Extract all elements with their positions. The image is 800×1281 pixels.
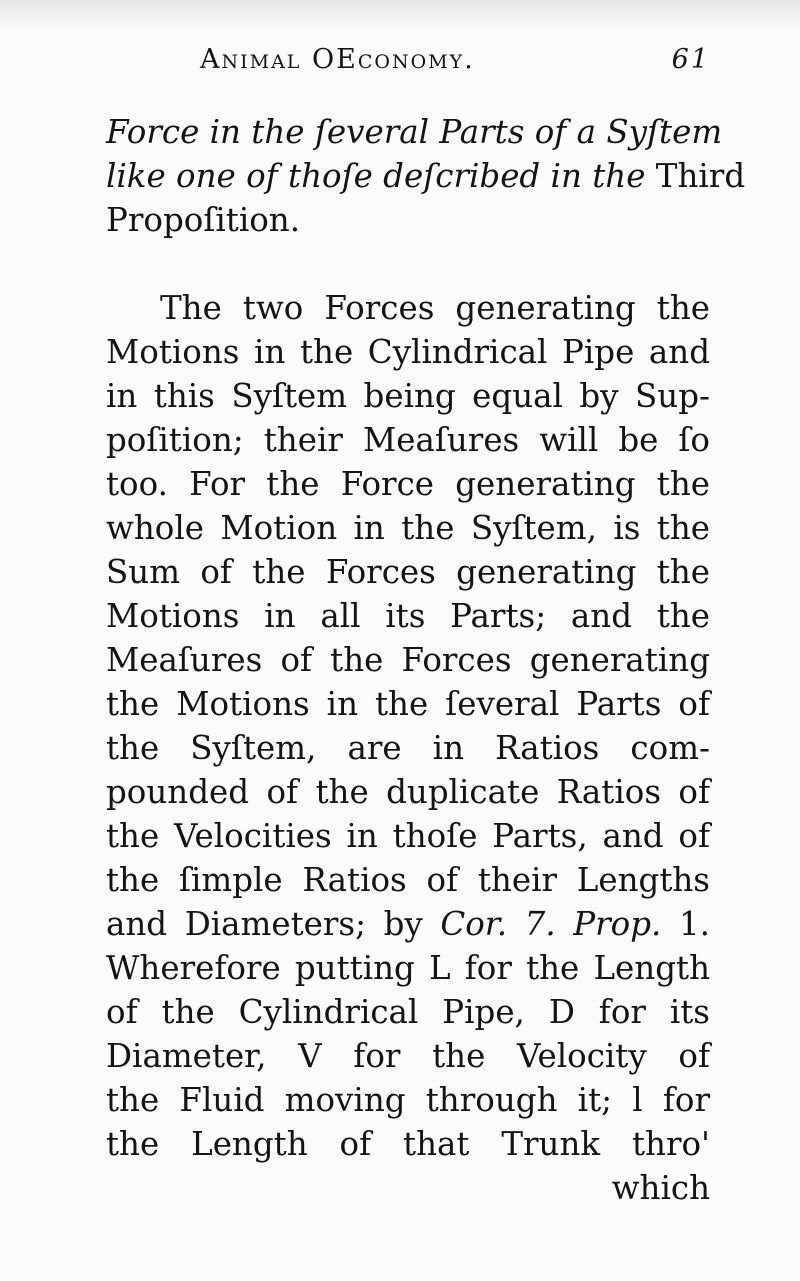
- text-line: Meaſures of the Forces generating: [106, 641, 710, 679]
- paragraph-main: [106, 286, 710, 1210]
- page-number: 61: [671, 44, 710, 75]
- text-line: the Fluid moving through it; l for: [106, 1081, 710, 1119]
- text-line: The two Forces generating the: [160, 289, 710, 327]
- text-line: Force in the ſeveral Parts of a Syſtem: [106, 113, 723, 151]
- text-line: the Motions in the ſeveral Parts of: [106, 685, 710, 723]
- running-title: Animal OEconomy.: [200, 44, 475, 75]
- reference-prop-number: 1.: [678, 905, 710, 943]
- text-line: Wherefore putting L for the Length: [106, 949, 710, 987]
- catchword: which: [611, 1169, 710, 1207]
- paragraph-continued: [106, 110, 746, 242]
- text-line: the Length of that Trunk thro': [106, 1125, 710, 1163]
- scan-edge-shadow: [0, 0, 800, 30]
- running-header: [200, 44, 710, 88]
- reference-number: 7.: [524, 905, 556, 943]
- text-line: [106, 154, 746, 198]
- text-line: poſition; their Meaſures will be ſo: [106, 421, 710, 459]
- text-line: of the Cylindrical Pipe, D for its: [106, 993, 710, 1031]
- text-line: the Velocities in thoſe Parts, and of: [106, 817, 710, 855]
- text-line: Diameter, V for the Velocity of: [106, 1037, 710, 1075]
- body-text: [106, 110, 746, 1210]
- text-line: too. For the Force generating the: [106, 465, 710, 503]
- text-line: Sum of the Forces generating the: [106, 553, 710, 591]
- text-line: the Syſtem, are in Ratios com-: [106, 729, 710, 767]
- text-line: Motions in the Cylindrical Pipe and: [106, 333, 710, 371]
- text-roman: and Diameters; by: [106, 905, 423, 943]
- text-line: [106, 902, 710, 946]
- reference-prop: Prop.: [573, 905, 662, 943]
- text-line: in this Syſtem being equal by Sup-: [106, 377, 710, 415]
- reference-cor: Cor.: [440, 905, 508, 943]
- text-roman: Third: [655, 157, 746, 195]
- text-line: whole Motion in the Syſtem, is the: [106, 509, 710, 547]
- paragraph-gap: [106, 242, 710, 286]
- text-line: pounded of the duplicate Ratios of: [106, 773, 710, 811]
- text-line: Motions in all its Parts; and the: [106, 597, 710, 635]
- text-line: the ſimple Ratios of their Lengths: [106, 861, 710, 899]
- text-line: Propoſition.: [106, 201, 301, 239]
- text-italic: like one of thoſe deſcribed in the: [106, 157, 646, 195]
